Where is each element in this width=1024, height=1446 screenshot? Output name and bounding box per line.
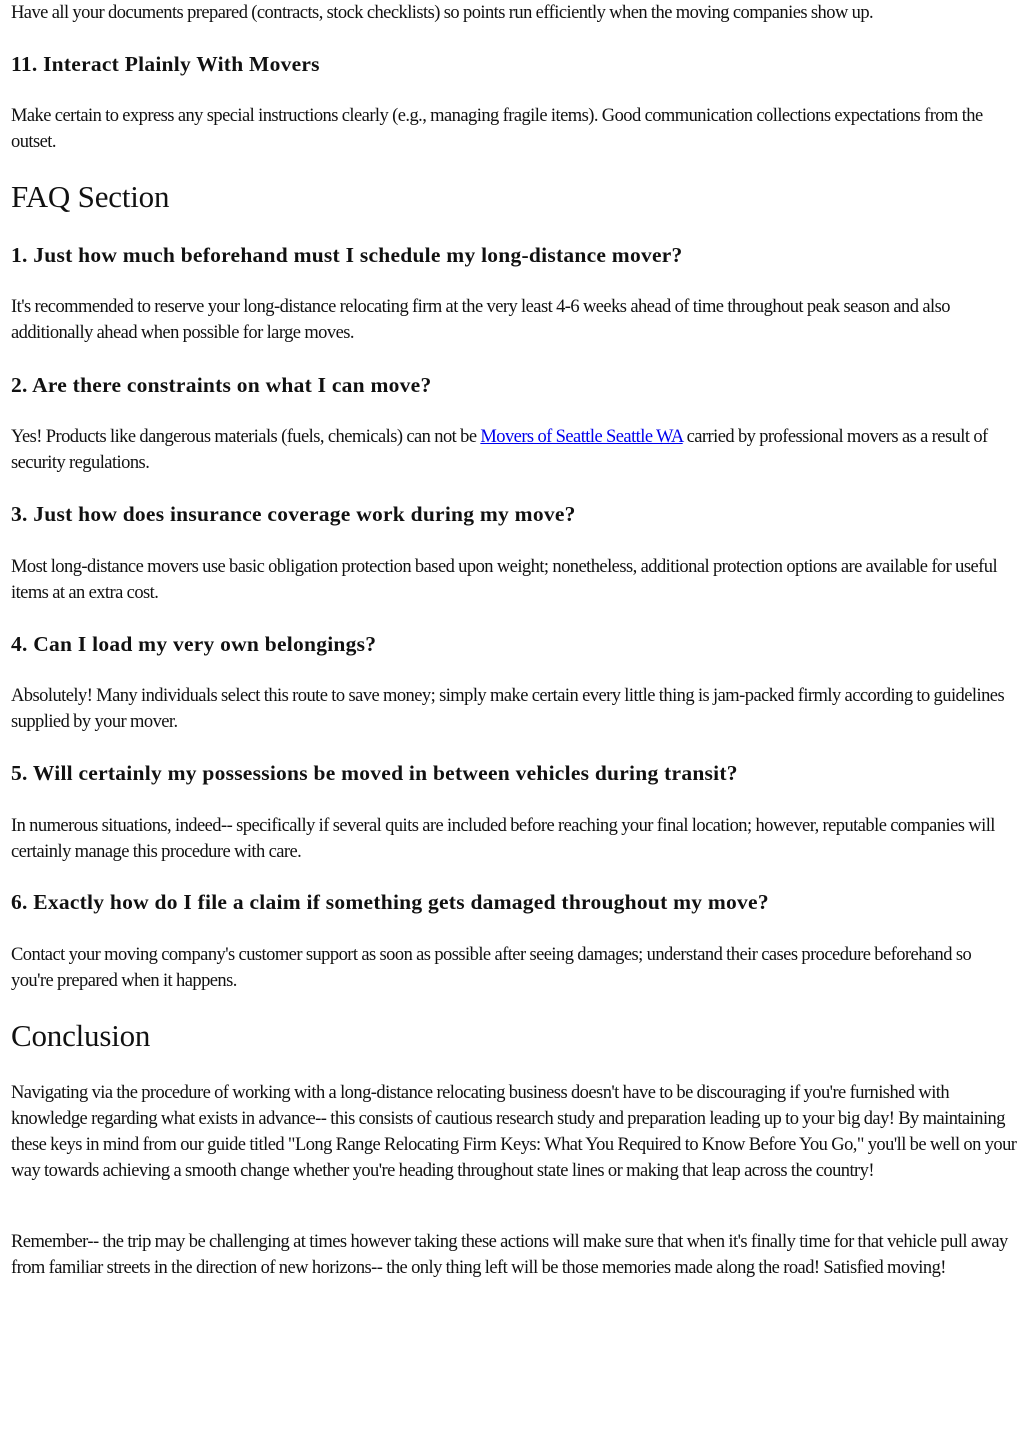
faq-answer-6-block xyxy=(11,942,1017,994)
intro-paragraph: Have all your documents prepared (contracts, stock checklists) so points run efficiently when the moving companies show up. xyxy=(11,3,874,23)
faq-question-4: 4. Can I load my very own belongings? xyxy=(11,632,377,656)
conclusion-paragraph-1: Navigating via the procedure of working with a long-distance relocating business doesn't have to be discouraging if you're furnished with knowledge regarding what exists in advance-- this consists of cautious research study and preparation leading up to your big day! By maintaining these keys in mind from our guide titled "Long Range Relocating Firm Keys: What You Required to Know Before You Go," you'll be well on your way towards achieving a smooth change whether you're heading throughout state lines or making that leap across the country! xyxy=(11,1083,1017,1181)
faq-answer-1: It's recommended to reserve your long-distance relocating firm at the very least 4-6 weeks ahead of time throughout peak season and also additionally ahead when possible for large moves. xyxy=(11,297,950,343)
faq-question-1: 1. Just how much beforehand must I schedule my long-distance mover? xyxy=(11,243,683,267)
movers-of-seattle-link[interactable]: Movers of Seattle Seattle WA xyxy=(480,427,683,447)
faq-question-5: 5. Will certainly my possessions be moved in between vehicles during transit? xyxy=(11,761,738,785)
faq-answer-1-block xyxy=(11,294,1017,346)
conclusion-paragraph-2-block xyxy=(11,1229,1017,1281)
faq-heading-block xyxy=(11,179,1017,215)
faq-answer-5: In numerous situations, indeed-- specifically if several quits are included before reaching your final location; however, reputable companies will certainly manage this procedure with care. xyxy=(11,816,995,862)
tip11-body-block xyxy=(11,103,1017,155)
faq-question-4-block xyxy=(11,631,1017,657)
faq-answer-4-block xyxy=(11,683,1017,735)
faq-question-2: 2. Are there constraints on what I can move? xyxy=(11,373,432,397)
faq-answer-5-block xyxy=(11,813,1017,865)
faq-answer-2-block xyxy=(11,424,1017,476)
conclusion-paragraph-1-block xyxy=(11,1080,1017,1184)
faq-answer-2-text-before: Yes! Products like dangerous materials (fuels, chemicals) can not be xyxy=(11,427,481,447)
faq-answer-3: Most long-distance movers use basic obligation protection based upon weight; nonetheless, additional protection options are available for useful items at an extra cost. xyxy=(11,557,998,603)
faq-answer-2-text-after: carried by professional movers as a result of security regulations. xyxy=(11,427,988,473)
tip11-paragraph: Make certain to express any special instructions clearly (e.g., managing fragile items). Good communication collections expectations from the outset. xyxy=(11,106,983,152)
conclusion-paragraph-2: Remember-- the trip may be challenging at times however taking these actions will make sure that when it's finally time for that vehicle pull away from familiar streets in the direction of new horizons-- the only thing left will be those memories made along the road! Satisfied moving! xyxy=(11,1232,1008,1278)
faq-question-1-block xyxy=(11,242,1017,268)
faq-answer-3-block xyxy=(11,554,1017,606)
faq-question-6-block xyxy=(11,889,1017,915)
faq-heading: FAQ Section xyxy=(11,179,170,214)
faq-question-5-block xyxy=(11,760,1017,786)
intro-block xyxy=(11,0,1017,26)
faq-answer-4: Absolutely! Many individuals select this route to save money; simply make certain every little thing is jam-packed firmly according to guidelines supplied by your mover. xyxy=(11,686,1005,732)
faq-answer-6: Contact your moving company's customer support as soon as possible after seeing damages; understand their cases procedure beforehand so you're prepared when it happens. xyxy=(11,945,972,991)
faq-answer-2 xyxy=(11,424,1017,476)
faq-question-3: 3. Just how does insurance coverage work during my move? xyxy=(11,502,576,526)
tip11-heading: 11. Interact Plainly With Movers xyxy=(11,52,320,76)
conclusion-heading-block xyxy=(11,1018,1017,1054)
faq-question-6: 6. Exactly how do I file a claim if something gets damaged throughout my move? xyxy=(11,890,769,914)
faq-question-3-block xyxy=(11,501,1017,527)
tip11-heading-block xyxy=(11,51,1017,77)
faq-question-2-block xyxy=(11,372,1017,398)
conclusion-heading: Conclusion xyxy=(11,1018,151,1053)
